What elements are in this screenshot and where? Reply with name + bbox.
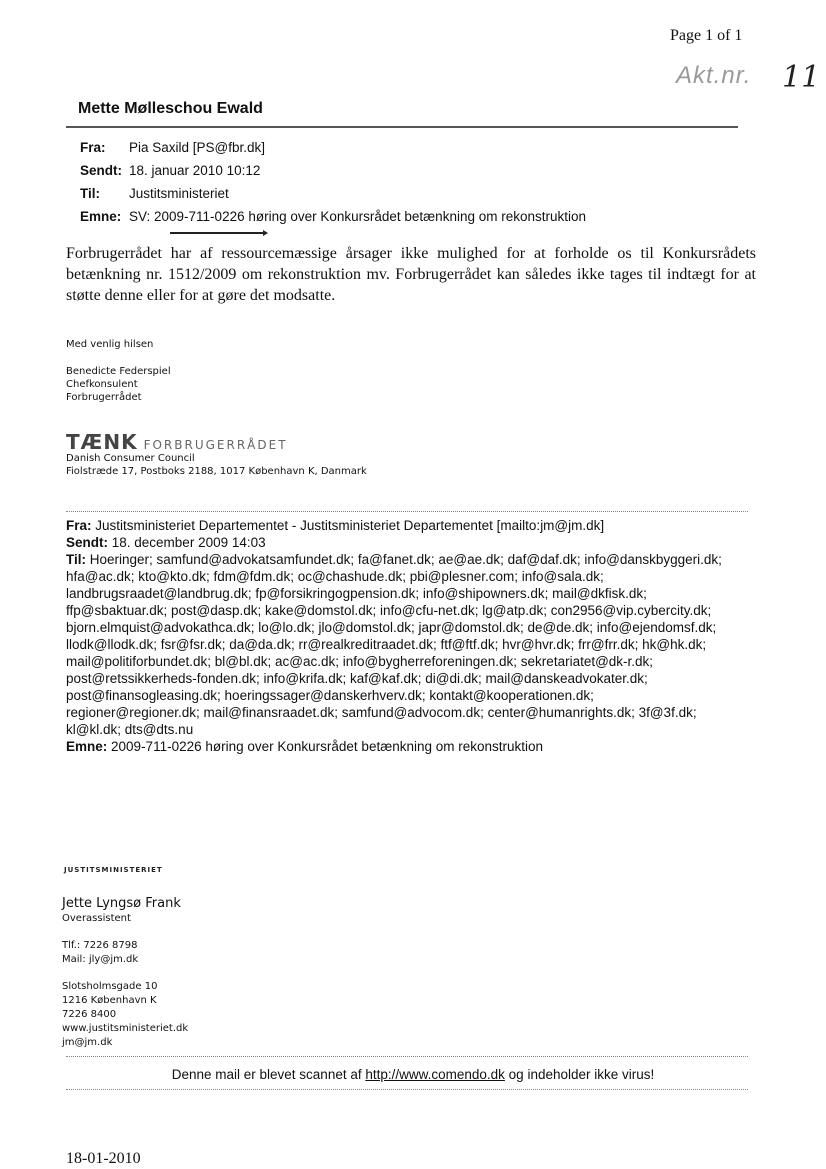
org-address: Fiolstræde 17, Postboks 2188, 1017 København K, Danmark: [66, 466, 367, 477]
signer2-name: Jette Lyngsø Frank: [62, 896, 181, 911]
header-value: Justitsministeriet: [129, 186, 229, 201]
recipient-line: kl@kl.dk; dts@dts.nu: [66, 722, 194, 737]
logo-org-text: FORBRUGERRÅDET: [143, 438, 288, 452]
header-to-row: [80, 186, 229, 201]
logo-taenk-text: TÆNK: [66, 430, 138, 454]
header-label: Til:: [80, 186, 100, 201]
recipient-line: regioner@regioner.dk; mail@finansraadet.dk; samfund@advocom.dk; center@humanrights.dk; 3f@3f.dk;: [66, 705, 697, 720]
taenk-logo: [66, 430, 288, 454]
forwarded-sent-row: [66, 534, 756, 551]
archive-stamp-number: 11: [782, 60, 821, 95]
header-from-row: [80, 140, 265, 155]
page-number: Page 1 of 1: [670, 27, 743, 44]
address-street: Slotsholmsgade 10: [62, 981, 158, 992]
main-email: jm@jm.dk: [62, 1037, 113, 1048]
main-phone: 7226 8400: [62, 1009, 117, 1020]
header-label: Emne:: [80, 209, 122, 224]
header-sent-row: [80, 163, 260, 178]
forwarded-label: Sendt:: [66, 535, 108, 550]
header-subject-row: [80, 209, 586, 224]
virus-scan-note: [0, 1067, 826, 1082]
recipient-line: ffp@sbaktuar.dk; post@dasp.dk; kake@domstol.dk; info@cfu-net.dk; lg@atp.dk; con2956@vip.cybercity.dk;: [66, 603, 712, 618]
signer-org: Forbrugerrådet: [66, 392, 142, 403]
org-english-name: Danish Consumer Council: [66, 453, 195, 464]
forwarded-value: 18. december 2009 14:03: [111, 535, 266, 550]
header-value: SV: 2009-711-0226 høring over Konkursrådet betænkning om rekonstruktion: [129, 209, 587, 224]
recipient-line: mail@politiforbundet.dk; bl@bl.dk; ac@ac.dk; info@bygherreforeningen.dk; sekretariatet@dk-r.dk;: [66, 654, 654, 669]
forwarded-value: Justitsministeriet Departementet - Justitsministeriet Departementet [mailto:jm@jm.dk]: [95, 518, 605, 533]
signer2-title: Overassistent: [62, 913, 131, 924]
comendo-link[interactable]: http://www.comendo.dk: [365, 1067, 505, 1082]
handwritten-underline-arrow: [170, 232, 265, 234]
scan-note-text-end: og indeholder ikke virus!: [504, 1067, 655, 1082]
recipient-line: post@retssikkerheds-fonden.dk; info@krifa.dk; kaf@kaf.dk; di@di.dk; mail@danskeadvokater.dk;: [66, 671, 648, 686]
header-value: Pia Saxild [PS@fbr.dk]: [129, 140, 266, 155]
header-label: Sendt:: [80, 163, 122, 178]
header-label: Fra:: [80, 140, 106, 155]
archive-stamp: Akt.nr.: [676, 62, 752, 89]
greeting: Med venlig hilsen: [66, 339, 154, 350]
forwarded-to-row: [66, 551, 756, 568]
header-divider: [66, 126, 738, 128]
scan-divider-top: [66, 1056, 748, 1057]
signer2-phone: Tlf.: 7226 8798: [62, 940, 138, 951]
website: www.justitsministeriet.dk: [62, 1023, 189, 1034]
sender-name: Mette Mølleschou Ewald: [78, 100, 263, 117]
justitsministeriet-logo: JUSTITSMINISTERIET: [64, 866, 163, 874]
footer-date: 18-01-2010: [66, 1150, 141, 1167]
scan-note-text: Denne mail er blevet scannet af: [171, 1067, 366, 1082]
header-value: 18. januar 2010 10:12: [129, 163, 261, 178]
forwarded-label: Emne:: [66, 739, 108, 754]
recipient-line: hfa@ac.dk; kto@kto.dk; fdm@fdm.dk; oc@chashude.dk; pbi@plesner.com; info@sala.dk;: [66, 569, 604, 584]
forwarded-label: Til:: [66, 552, 86, 567]
address-city: 1216 København K: [62, 995, 157, 1006]
recipient-line: landbrugsraadet@landbrug.dk; fp@forsikringogpension.dk; info@shipowners.dk; mail@dkfisk.dk;: [66, 586, 647, 601]
forwarded-header: [66, 517, 756, 755]
signer-name: Benedicte Federspiel: [66, 366, 171, 377]
forwarded-label: Fra:: [66, 518, 92, 533]
forwarded-subject-row: [66, 738, 756, 755]
signer2-mail: Mail: jly@jm.dk: [62, 954, 139, 965]
forwarded-value: 2009-711-0226 høring over Konkursrådet betænkning om rekonstruktion: [111, 739, 544, 754]
forwarded-from-row: [66, 517, 756, 534]
body-paragraph: Forbrugerrådet har af ressourcemæssige årsager ikke mulighed for at forholde os til Konkursrådets betænkning nr. 1512/2009 om rekonstruktion mv. Forbrugerrådet kan således ikke tages til indtægt for at støtte denne eller for at gøre det modsatte.: [66, 245, 756, 304]
recipient-line: llodk@llodk.dk; fsr@fsr.dk; da@da.dk; rr@realkreditraadet.dk; ftf@ftf.dk; hvr@hvr.dk; frr@frr.dk; hk@hk.dk;: [66, 637, 707, 652]
recipient-line: post@finansogleasing.dk; hoeringssager@danskerhverv.dk; kontakt@kooperationen.dk;: [66, 688, 594, 703]
recipient-line: Hoeringer; samfund@advokatsamfundet.dk; fa@fanet.dk; ae@ae.dk; daf@daf.dk; info@danskbyggeri.dk;: [89, 552, 722, 567]
recipient-line: bjorn.elmquist@advokathca.dk; lo@lo.dk; jlo@domstol.dk; japr@domstol.dk; de@de.dk; info@ejendomsf.dk;: [66, 620, 717, 635]
signer-title: Chefkonsulent: [66, 379, 138, 390]
scan-divider-bottom: [66, 1089, 748, 1090]
forward-divider: [66, 511, 748, 512]
